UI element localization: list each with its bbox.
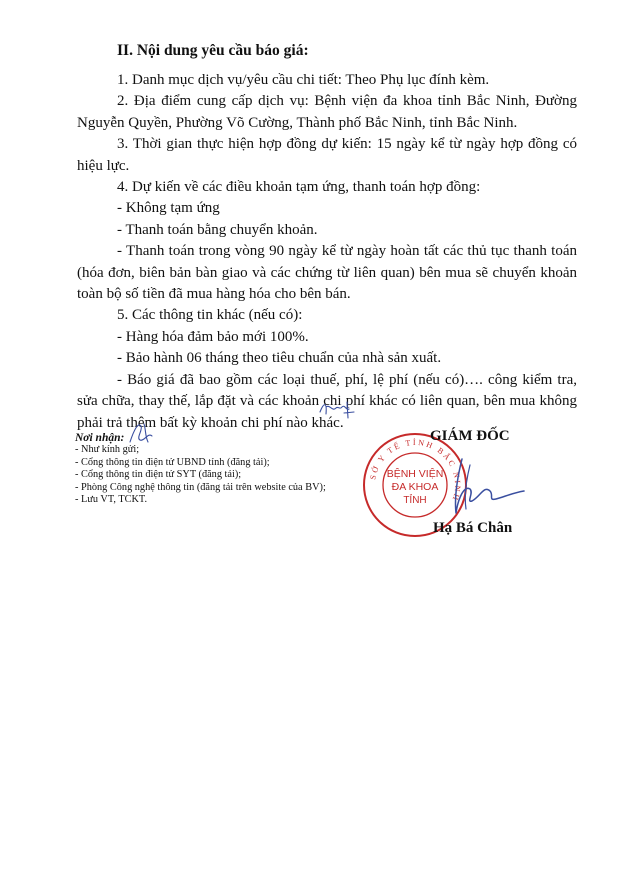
item-1: 1. Danh mục dịch vụ/yêu cầu chi tiết: Theo Phụ lục đính kèm.	[117, 72, 490, 88]
handwritten-initial-mark	[318, 398, 358, 420]
item-5: 5. Các thông tin khác (nếu có):	[117, 307, 303, 324]
svg-text:TỈNH: TỈNH	[403, 495, 427, 506]
recipient-line: - Cổng thông tin điện tử SYT (đăng tải);	[75, 469, 242, 481]
recipient-line: - Cổng thông tin điện tử UBND tỉnh (đăng tải);	[75, 456, 270, 468]
svg-text:ĐA KHOA: ĐA KHOA	[391, 481, 439, 493]
item-3: 3. Thời gian thực hiện hợp đồng dự kiến: 15 ngày kể từ ngày hợp đồng có hiệu lực.	[77, 136, 577, 174]
recipient-line: - Như kính gửi;	[75, 444, 140, 456]
item-5-warranty: - Bảo hành 06 tháng theo tiêu chuẩn của nhà sản xuất.	[117, 350, 442, 367]
item-4-transfer: - Thanh toán bằng chuyển khoản.	[117, 221, 318, 238]
signer-name: Hạ Bá Chân	[433, 520, 513, 536]
recipient-line: - Phòng Công nghệ thông tin (đăng tải trên website của BV);	[75, 481, 326, 493]
recipient-line: - Lưu VT, TCKT.	[75, 494, 148, 506]
svg-text:BỆNH VIỆN: BỆNH VIỆN	[386, 468, 444, 480]
recipients-title: Nơi nhận:	[75, 432, 125, 444]
item-4: 4. Dự kiến về các điều khoản tạm ứng, thanh toán hợp đồng:	[117, 179, 481, 196]
item-5-price-inclusions: - Báo giá đã bao gồm các loại thuế, phí, lệ phí (nếu có)…. công kiểm tra, sửa chữa, thay thế, lắp đặt và các khoản chi phí khác có liên quan, bên mua không phải trả thêm bất kỳ khoản chi phí nào khác.	[77, 371, 577, 431]
signer-position: GIÁM ĐỐC	[430, 428, 510, 444]
item-4-payment-terms: - Thanh toán trong vòng 90 ngày kể từ ngày hoàn tất các thủ tục thanh toán (hóa đơn, biên bản bàn giao và các chứng từ liên quan) bên mua sẽ chuyển khoản toàn bộ số tiền đã mua hàng hóa cho bên bán.	[77, 243, 577, 303]
handwritten-signature	[440, 455, 530, 525]
section-body	[77, 70, 577, 434]
svg-text:SỞ Y TẾ TỈNH BẮC NINH: SỞ Y TẾ TỈNH BẮC NINH	[368, 437, 463, 504]
item-2: 2. Địa điểm cung cấp dịch vụ: Bệnh viện đa khoa tỉnh Bắc Ninh, Đường Nguyễn Quyền, Phường Võ Cường, Thành phố Bắc Ninh, tỉnh Bắc Ninh.	[77, 93, 577, 131]
recipients-block	[75, 432, 326, 506]
item-5-new-goods: - Hàng hóa đảm bảo mới 100%.	[117, 328, 309, 345]
section-heading: II. Nội dung yêu cầu báo giá:	[117, 42, 309, 59]
item-4-advance: - Không tạm ứng	[117, 200, 220, 217]
